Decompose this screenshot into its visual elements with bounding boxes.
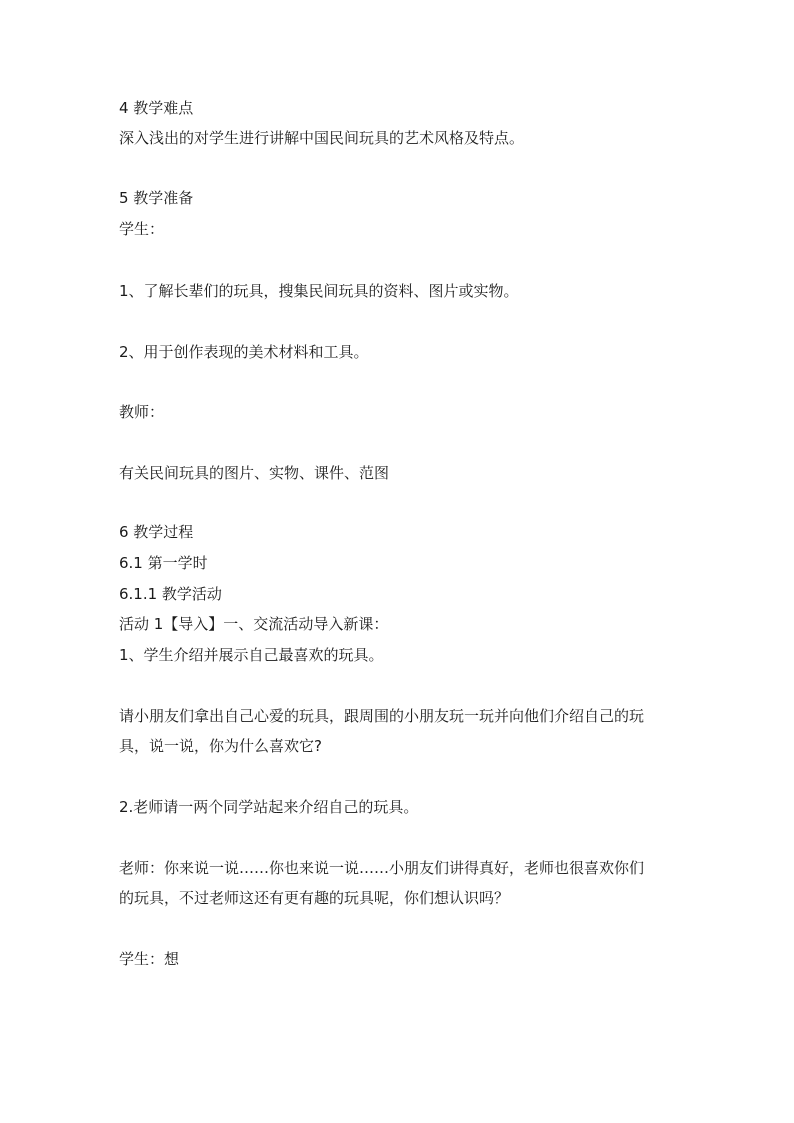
paragraph-1-line-1: 请小朋友们拿出自己心爱的玩具，跟周围的小朋友玩一玩并向他们介绍自己的玩 xyxy=(119,707,645,725)
teacher-label: 教师： xyxy=(119,403,165,421)
activity-step-1: 1、学生介绍并展示自己最喜欢的玩具。 xyxy=(119,646,384,664)
section-6-1-heading: 6.1 第一学时 xyxy=(119,554,208,572)
teacher-dialogue-line-1: 老师：你来说一说……你也来说一说……小朋友们讲得真好，老师也很喜欢你们 xyxy=(119,859,645,877)
paragraph-1-line-2: 具，说一说，你为什么喜欢它? xyxy=(119,737,322,755)
section-6-heading: 6 教学过程 xyxy=(119,523,194,541)
activity-1-title: 活动 1【导入】一、交流活动导入新课： xyxy=(119,615,389,633)
teacher-dialogue-line-2: 的玩具，不过老师这还有更有趣的玩具呢，你们想认识吗？ xyxy=(119,889,510,907)
section-4-heading: 4 教学难点 xyxy=(119,99,194,117)
student-reply: 学生：想 xyxy=(119,950,180,968)
student-item-2: 2、用于创作表现的美术材料和工具。 xyxy=(119,343,369,361)
teacher-items: 有关民间玩具的图片、实物、课件、范图 xyxy=(119,464,390,482)
section-5-heading: 5 教学准备 xyxy=(119,189,194,207)
activity-step-2: 2.老师请一两个同学站起来介绍自己的玩具。 xyxy=(119,798,419,816)
section-4-body: 深入浅出的对学生进行讲解中国民间玩具的艺术风格及特点。 xyxy=(119,129,525,147)
section-6-1-1-heading: 6.1.1 教学活动 xyxy=(119,585,222,603)
students-label: 学生： xyxy=(119,220,165,238)
student-item-1: 1、了解长辈们的玩具，搜集民间玩具的资料、图片或实物。 xyxy=(119,282,519,300)
